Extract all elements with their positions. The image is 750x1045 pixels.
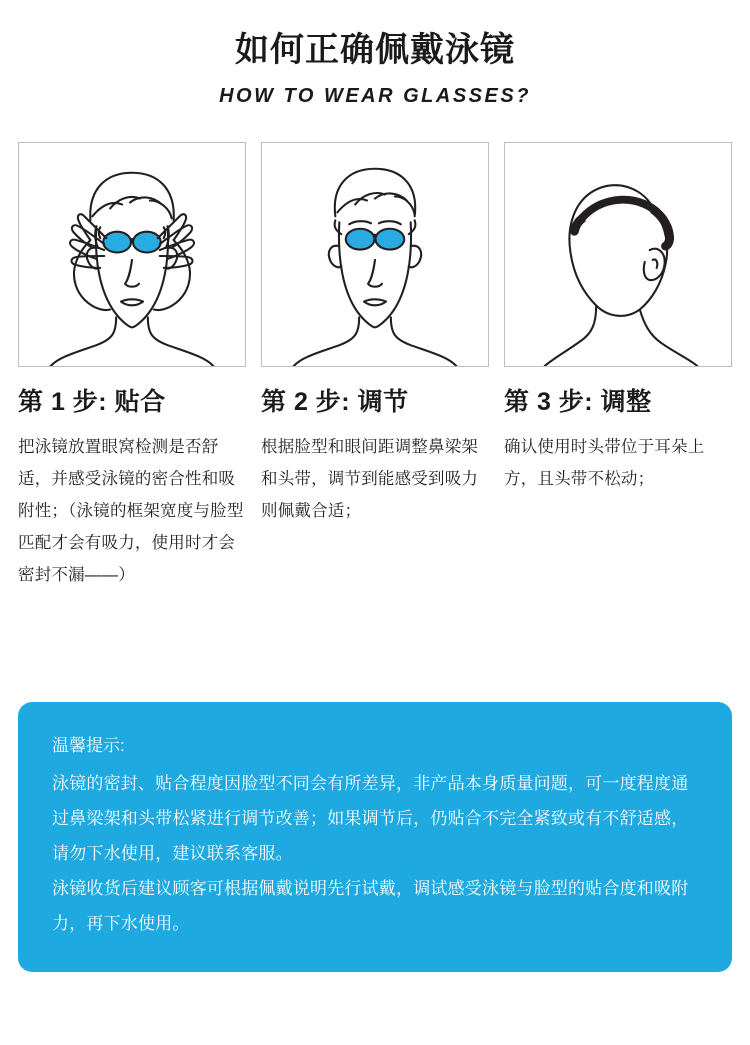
step-1-title: 第 1 步: 贴合 [18,387,166,416]
steps-row [0,142,750,592]
step-2-title: 第 2 步: 调节 [261,387,409,416]
step-3 [504,142,732,592]
step-3-body: 确认使用时头带位于耳朵上方，且头带不松动； [504,437,705,488]
step-2-body: 根据脸型和眼间距调整鼻梁架和头带，调节到能感受到吸力则佩戴合适； [261,437,479,521]
page-title: 如何正确佩戴泳镜 [235,31,515,69]
tips-title: 温馨提示: [52,736,125,755]
step-3-figure [504,142,732,367]
step-2 [261,142,489,592]
step-1 [18,142,246,592]
tips-paragraph-2: 泳镜收货后建议顾客可根据佩戴说明先行试戴，调试感受泳镜与脸型的贴合度和吸附力，再下水使用。 [52,878,689,933]
face-wearing-goggles-front-illustration [262,143,488,366]
page-header [0,0,750,108]
tips-box [18,702,732,972]
page-subtitle: HOW TO WEAR GLASSES? [219,84,531,107]
face-pressing-goggles-illustration [19,143,245,366]
step-1-figure [18,142,246,367]
step-1-body: 把泳镜放置眼窝检测是否舒适，并感受泳镜的密合性和吸附性；（泳镜的框架宽度与脸型匹配才会有吸力，使用时才会密封不漏——） [18,437,244,585]
step-2-figure [261,142,489,367]
tips-paragraph-1: 泳镜的密封、贴合程度因脸型不同会有所差异，非产品本身质量问题，可一度程度通过鼻梁架和头带松紧进行调节改善；如果调节后，仍贴合不完全紧致或有不舒适感，请勿下水使用，建议联系客服。 [52,774,689,863]
step-3-title: 第 3 步: 调整 [504,387,652,416]
head-side-strap-position-illustration [505,143,731,366]
